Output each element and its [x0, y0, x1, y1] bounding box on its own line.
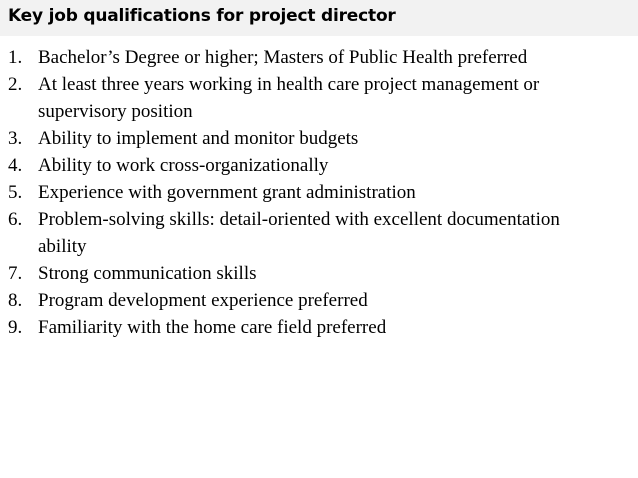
item-number: 3. [8, 128, 23, 149]
item-text: Ability to work cross-organizationally [38, 155, 329, 176]
item-text: Problem-solving skills: detail-oriented with excellent documentation ability [38, 209, 560, 257]
list-item [0, 44, 630, 71]
item-text: Ability to implement and monitor budgets [38, 128, 359, 149]
item-number: 7. [8, 263, 23, 284]
item-text: Bachelor’s Degree or higher; Masters of Public Health preferred [38, 47, 528, 68]
list-item [0, 314, 630, 341]
list-item [0, 125, 630, 152]
list-item [0, 206, 630, 260]
item-number: 4. [8, 155, 23, 176]
item-number: 1. [8, 47, 23, 68]
list-item [0, 179, 630, 206]
item-number: 2. [8, 74, 23, 95]
list-item [0, 260, 630, 287]
list-item [0, 287, 630, 314]
item-text: Familiarity with the home care field preferred [38, 317, 387, 338]
list-item [0, 152, 630, 179]
title-bar [0, 0, 638, 36]
list-item [0, 71, 630, 125]
page-title: Key job qualifications for project director [8, 6, 396, 26]
item-number: 9. [8, 317, 23, 338]
item-text: Program development experience preferred [38, 290, 368, 311]
item-number: 8. [8, 290, 23, 311]
item-text: Experience with government grant administration [38, 182, 416, 203]
qualifications-list [0, 44, 630, 341]
item-number: 5. [8, 182, 23, 203]
item-text: At least three years working in health care project management or supervisory position [38, 74, 540, 122]
item-number: 6. [8, 209, 23, 230]
item-text: Strong communication skills [38, 263, 257, 284]
